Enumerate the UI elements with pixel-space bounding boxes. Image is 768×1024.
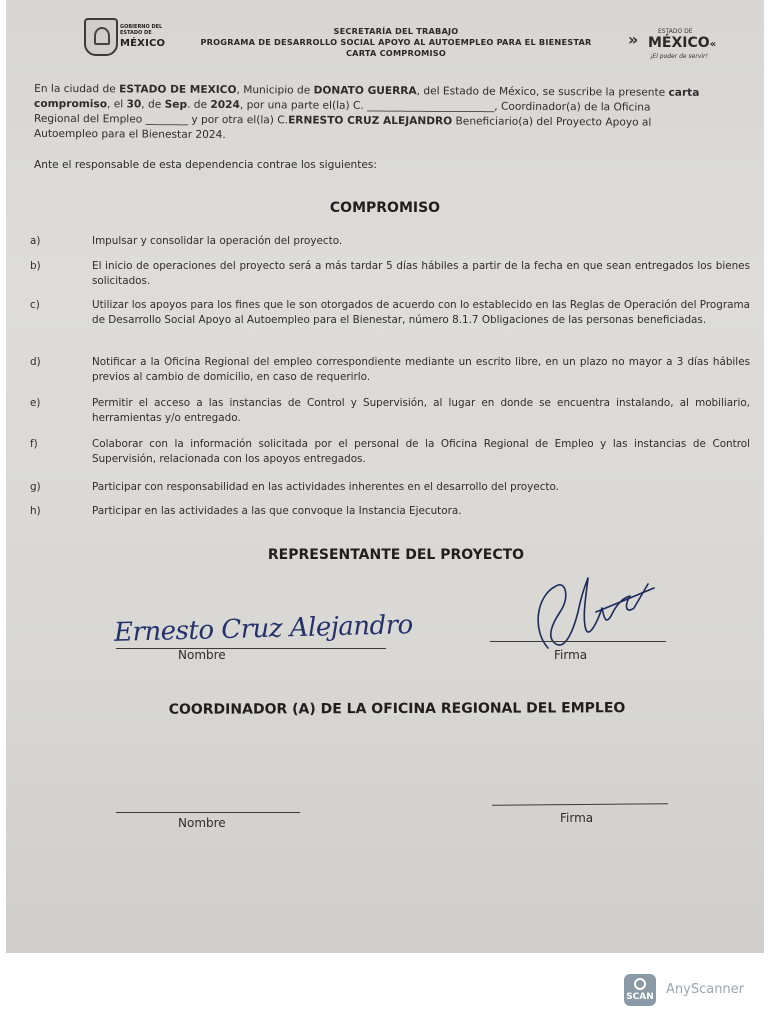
item-text: El inicio de operaciones del proyecto será a más tardar 5 días hábiles a partir de la fecha en que sean entregados los bienes solicitados. (92, 260, 750, 287)
item-text: Participar en las actividades a las que convoque la Instancia Ejecutora. (92, 505, 462, 517)
logo-main-text: MÉXICO (120, 38, 166, 49)
city-value: ESTADO DE MEXICO (119, 83, 237, 97)
brand-mark-icon: » (628, 30, 639, 49)
scan-app-icon: SCAN (624, 974, 656, 1006)
rep-firma-label: Firma (554, 648, 588, 662)
anyscanner-watermark (624, 974, 754, 1006)
scanned-document (6, 0, 764, 953)
representante-title: REPRESENTANTE DEL PROYECTO (267, 547, 525, 563)
rep-nombre-label: Nombre (178, 648, 226, 662)
item-letter: h) (30, 505, 41, 517)
rep-nombre-line (116, 648, 386, 649)
item-letter: c) (30, 299, 40, 311)
item-letter: d) (30, 356, 41, 368)
coord-firma-label: Firma (560, 811, 594, 825)
brand-top-text: ESTADO DE (658, 28, 693, 35)
item-letter: g) (30, 481, 41, 493)
item-letter: f) (30, 438, 38, 450)
compromiso-title: COMPROMISO (329, 200, 441, 216)
logo-small-text: GOBIERNO DEL ESTADO DE (120, 24, 163, 36)
coord-firma-line (492, 803, 668, 806)
coord-nombre-label: Nombre (178, 816, 226, 830)
item-text: Participar con responsabilidad en las actividades inherentes en el desarrollo del proyecto. (92, 481, 559, 493)
item-letter: a) (30, 235, 41, 247)
intro-line-1: En la ciudad de ESTADO DE MEXICO, Municipio de DONATO GUERRA, del Estado de México, se suscribe la presente carta (34, 82, 700, 99)
header-line-carta: CARTA COMPROMISO (345, 48, 447, 58)
intro-line-4: Autoempleo para el Bienestar 2024. (33, 127, 226, 141)
handwritten-signature (526, 568, 656, 658)
intro-line-3: Regional del Empleo ________ y por otra el(la) C.ERNESTO CRUZ ALEJANDRO Beneficiario(a) del Proyecto Apoyo al (33, 112, 652, 129)
coord-nombre-line (116, 812, 300, 813)
item-text: Impulsar y consolidar la operación del proyecto. (92, 235, 343, 247)
intro-line-2: compromiso, el 30, de Sep. de 2024, por una parte el(la) C. ________________________, Coordinador(a) de la Oficina (34, 97, 651, 114)
brand-main-text: MÉXICO« (648, 35, 717, 51)
document-header (176, 26, 616, 59)
item-text: Utilizar los apoyos para los fines que le son otorgados de acuerdo con lo establecido en las Reglas de Operación del Programa de Desarrollo Social Apoyo al Autoempleo para el Bienestar, número 8.1.7 Obligaciones de las personas beneficiadas. (92, 299, 750, 326)
coat-of-arms-icon (84, 18, 118, 56)
coordinador-title: COORDINADOR (A) DE LA OFICINA REGIONAL DEL EMPLEO (168, 700, 626, 718)
brand-tagline: ¡El poder de servir! (650, 53, 708, 60)
month-value: Sep (164, 98, 188, 111)
municipio-value: DONATO GUERRA (313, 84, 417, 98)
rep-firma-line (490, 641, 666, 642)
ante-text: Ante el responsable de esta dependencia contrae los siguientes: (34, 159, 377, 171)
gobierno-edomex-logo (84, 18, 170, 56)
item-letter: b) (30, 260, 41, 272)
header-line-programa: PROGRAMA DE DESARROLLO SOCIAL APOYO AL AUTOEMPLEO PARA EL BIENESTAR (200, 37, 592, 47)
item-letter: e) (30, 397, 41, 409)
header-line-secretaria: SECRETARÍA DEL TRABAJO (333, 26, 459, 36)
day-value: 30 (126, 98, 142, 111)
item-text: Colaborar con la información solicitada por el personal de la Oficina Regional de Empleo y las instancias de Control Supervisión, relacionada con los apoyos entregados. (92, 438, 750, 465)
item-text: Permitir el acceso a las instancias de Control y Supervisión, al lugar en donde se encuentra instalando, al mobiliario, herramientas y/o entregado. (92, 397, 750, 424)
handwritten-name: Ernesto Cruz Alejandro (113, 610, 414, 648)
edomex-brand-logo (628, 26, 738, 66)
beneficiario-name: ERNESTO CRUZ ALEJANDRO (288, 114, 453, 128)
item-text: Notificar a la Oficina Regional del empleo correspondiente mediante un escrito libre, en un plazo no mayor a 3 días hábiles previos al cambio de domicilio, en caso de requerirlo. (92, 356, 750, 383)
intro-paragraph (34, 82, 746, 146)
year-value: 2024 (210, 98, 240, 112)
anyscanner-brand-text: AnyScanner (666, 982, 745, 997)
